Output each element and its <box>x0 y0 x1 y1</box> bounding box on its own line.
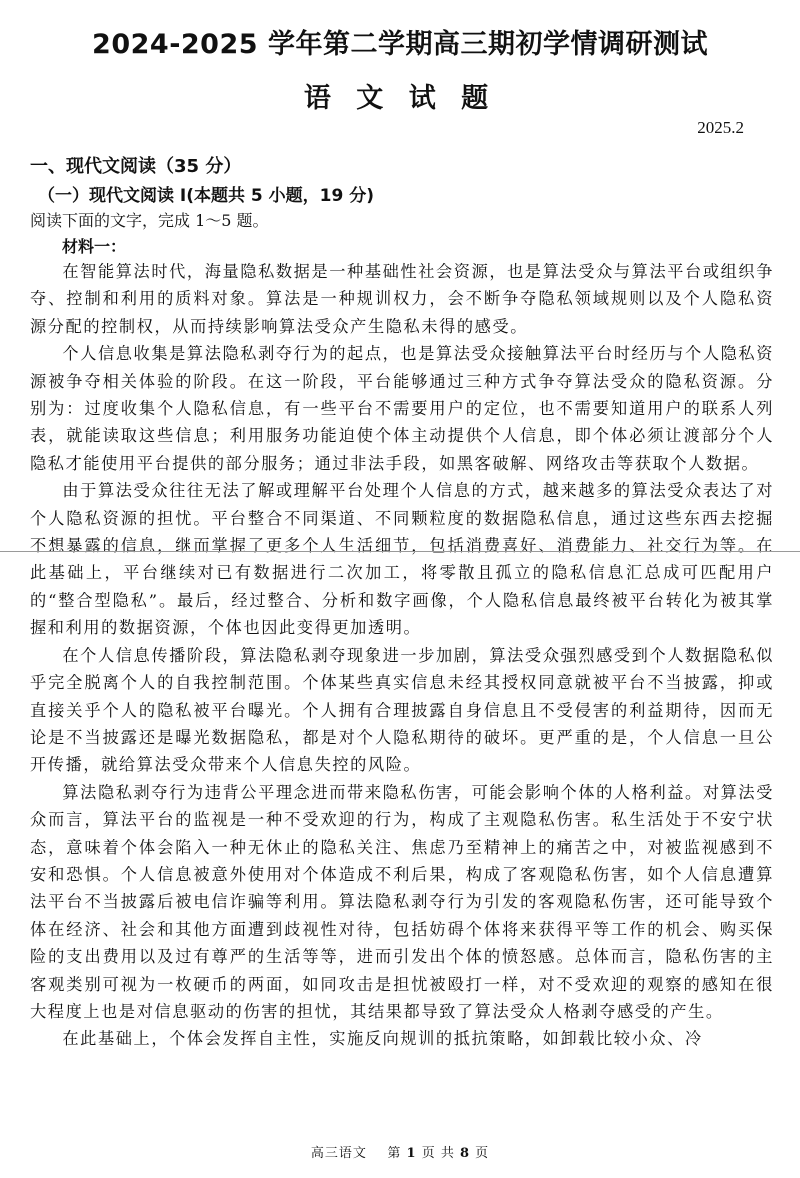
exam-date: 2025.2 <box>697 118 744 137</box>
passage-paragraph: 个人信息收集是算法隐私剥夺行为的起点，也是算法受众接触算法平台时经历与个人隐私资源被争夺相关体验的阶段。在这一阶段，平台能够通过三种方式争夺算法受众的隐私资源。分别为：过度收集个人隐私信息，有一些平台不需要用户的定位，也不需要知道用户的联系人列表，就能读取这些信息；利用服务功能迫使个体主动提供个人信息，即个体必须让渡部分个人隐私才能使用平台提供的部分服务；通过非法手段，如黑客破解、网络攻击等获取个人数据。 <box>30 344 774 473</box>
scan-fold-line <box>0 551 800 552</box>
footer-page-suffix: 页 <box>475 1146 490 1161</box>
footer-page-number: 1 <box>406 1146 417 1161</box>
subject-title: 语 文 试 题 <box>303 83 497 114</box>
passage-paragraph: 在智能算法时代，海量隐私数据是一种基础性社会资源，也是算法受众与算法平台或组织争夺、控制和利用的质料对象。算法是一种规训权力，会不断争夺隐私领域规则以及个人隐私资源分配的控制权，从而持续影响算法受众产生隐私未得的感受。 <box>30 262 774 336</box>
passage-paragraph: 在此基础上，个体会发挥自主性，实施反向规训的抵抗策略，如卸载比较小众、冷 <box>62 1029 703 1049</box>
reading-instruction: 阅读下面的文字，完成 1～5 题。 <box>30 211 269 230</box>
footer-subject: 高三语文 <box>310 1146 367 1161</box>
page-footer <box>0 1142 800 1161</box>
reading-passage <box>30 258 774 1053</box>
passage-paragraph: 算法隐私剥夺行为违背公平理念进而带来隐私伤害，可能会影响个体的人格利益。对算法受众而言，算法平台的监视是一种不受欢迎的行为，构成了主观隐私伤害。私生活处于不安宁状态，意味着个体会陷入一种无休止的隐私关注、焦虑乃至精神上的痛苦之中，对被监视感到不安和恐惧。个人信息被意外使用对个体造成不利后果，构成了客观隐私伤害，如个人信息遭算法平台不当披露后被电信诈骗等利用。算法隐私剥夺行为引发的客观隐私伤害，还可能导致个体在经济、社会和其他方面遭到歧视性对待，包括妨碍个体将来获得平等工作的机会、购买保险的支出费用以及过有尊严的生活等等，进而引发出个体的愤怒感。总体而言，隐私伤害的主客观类别可视为一枚硬币的两面，如同攻击是担忧被殴打一样，对不受欢迎的观察的感知在很大程度上也是对信息驱动的伤害的担忧，其结果都导致了算法受众人格剥夺感受的产生。 <box>30 782 774 1021</box>
footer-page-prefix: 第 <box>387 1146 402 1161</box>
exam-title: 2024-2025 学年第二学期高三期初学情调研测试 <box>92 29 708 60</box>
passage-paragraph: 在个人信息传播阶段，算法隐私剥夺现象进一步加剧，算法受众强烈感受到个人数据隐私似乎完全脱离个人的自我控制范围。个体某些真实信息未经其授权同意就被平台不当披露，抑或直接关乎个人的隐私被平台曝光。个人拥有合理披露自身信息且不受侵害的利益期待，因而无论是不当披露还是曝光数据隐私，都是对个人隐私期待的破坏。更严重的是，个人信息一旦公开传播，就给算法受众带来个人信息失控的风险。 <box>30 645 774 775</box>
passage-paragraph: 由于算法受众往往无法了解或理解平台处理个人信息的方式，越来越多的算法受众表达了对个人隐私资源的担忧。平台整合不同渠道、不同颗粒度的数据隐私信息，通过这些东西去挖掘不想暴露的信息，继而掌握了更多个人生活细节，包括消费喜好、消费能力、社交行为等。在此基础上，平台继续对已有数据进行二次加工，将零散且孤立的隐私信息汇总成可匹配用户的“整合型隐私”。最后，经过整合、分析和数字画像，个人隐私信息最终被平台转化为被其掌握和利用的数据资源，个体也因此变得更加透明。 <box>30 481 774 638</box>
material-label: 材料一： <box>62 237 127 256</box>
section-subheading: （一）现代文阅读 I(本题共 5 小题，19 分) <box>38 186 375 206</box>
section-heading: 一、现代文阅读（35 分） <box>30 156 242 177</box>
footer-page-mid: 页 共 <box>421 1146 455 1161</box>
footer-total-pages: 8 <box>459 1146 471 1161</box>
